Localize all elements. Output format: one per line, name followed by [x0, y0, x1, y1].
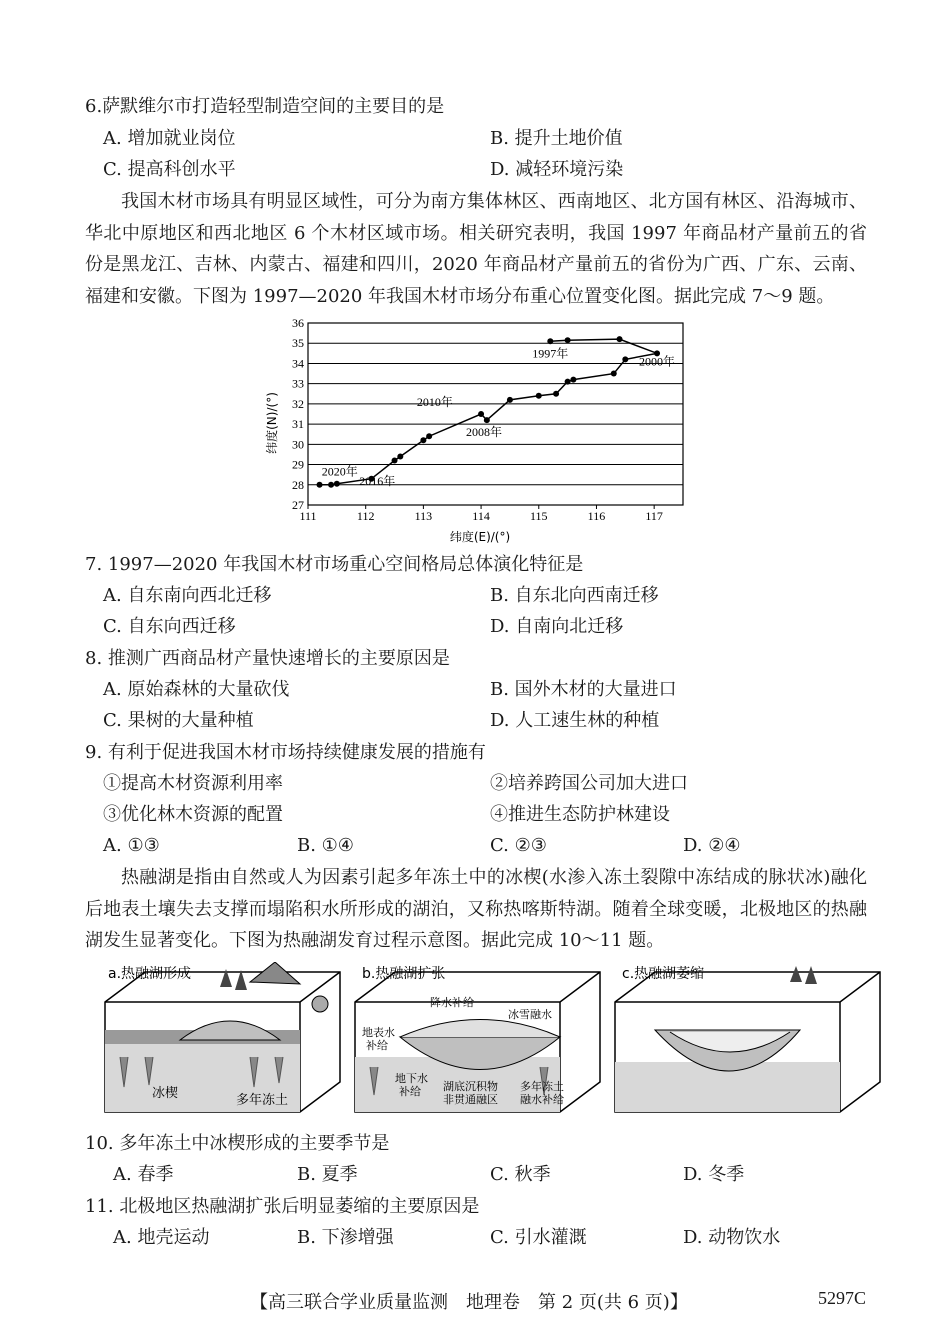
label-ground-water-2: 补给	[399, 1085, 421, 1098]
center-point-1	[565, 337, 571, 343]
q7-option-d: D. 自南向北迁移	[490, 616, 624, 637]
x-tick-label: 114	[472, 509, 490, 523]
q7-option-c: C. 自东向西迁移	[103, 616, 236, 637]
q6-option-a: A. 增加就业岗位	[103, 128, 236, 149]
center-point-7	[565, 379, 571, 385]
q11-option-b: B. 下渗增强	[297, 1227, 394, 1248]
center-point-13	[426, 433, 432, 439]
year-annotation: 2000年	[639, 354, 676, 369]
y-tick-label: 36	[292, 316, 304, 330]
center-point-10	[507, 397, 513, 403]
label-ice-wedge: 冰楔	[152, 1086, 179, 1101]
center-point-12	[478, 411, 484, 417]
q9-option-b: B. ①④	[297, 835, 354, 856]
x-tick-label: 113	[414, 509, 433, 523]
q11-option-a: A. 地壳运动	[113, 1227, 210, 1248]
y-tick-label: 29	[292, 457, 304, 472]
x-tick-label: 111	[299, 509, 317, 523]
year-annotation: 2010年	[416, 394, 453, 409]
q10-stem: 10. 多年冻土中冰楔形成的主要季节是	[85, 1133, 390, 1154]
q10-option-b: B. 夏季	[297, 1164, 358, 1185]
q10-option-a: A. 春季	[113, 1164, 174, 1185]
q9-statement-2: ②培养跨国公司加大进口	[490, 773, 688, 794]
year-annotation: 2020年	[321, 464, 358, 479]
timber-center-chart	[258, 315, 698, 545]
x-tick-label: 117	[645, 509, 663, 523]
label-sediment-2: 非贯通融区	[443, 1093, 498, 1106]
q9-option-c: C. ②③	[490, 835, 547, 856]
y-tick-label: 28	[292, 477, 304, 492]
center-point-20	[317, 482, 323, 488]
chart-ylabel: 纬度(N)/(°)	[265, 392, 279, 454]
label-permafrost-a: 多年冻土	[236, 1093, 289, 1108]
q8-option-c: C. 果树的大量种植	[103, 710, 254, 731]
y-tick-label: 32	[292, 396, 304, 411]
x-tick-label: 116	[587, 509, 606, 523]
center-point-4	[622, 356, 628, 362]
y-tick-label: 27	[292, 498, 304, 512]
center-point-14	[420, 437, 426, 443]
q9-option-d: D. ②④	[683, 835, 741, 856]
thermokarst-figure	[100, 962, 882, 1124]
center-point-0	[547, 338, 553, 344]
center-point-2	[617, 336, 623, 342]
label-thaw-2: 融水补给	[520, 1093, 564, 1106]
year-annotation: 2016年	[359, 473, 396, 488]
center-point-15	[397, 453, 403, 459]
q6-option-d: D. 减轻环境污染	[490, 159, 624, 180]
q8-stem: 8. 推测广西商品材产量快速增长的主要原因是	[85, 648, 450, 669]
label-surface-water-1: 地表水	[362, 1026, 395, 1039]
q9-statement-1: ①提高木材资源利用率	[103, 773, 283, 794]
label-surface-water-2: 补给	[366, 1039, 388, 1052]
q6-option-b: B. 提升土地价值	[490, 128, 623, 149]
q8-option-d: D. 人工速生林的种植	[490, 710, 660, 731]
q11-option-d: D. 动物饮水	[683, 1227, 781, 1248]
y-tick-label: 33	[292, 376, 304, 391]
center-point-6	[570, 377, 576, 383]
q9-option-a: A. ①③	[103, 835, 160, 856]
q8-option-a: A. 原始森林的大量砍伐	[103, 679, 290, 700]
q6-option-c: C. 提高科创水平	[103, 159, 236, 180]
label-sediment-1: 湖底沉积物	[443, 1080, 498, 1093]
center-point-16	[392, 458, 398, 464]
panel-a	[105, 962, 340, 1112]
q10-option-c: C. 秋季	[490, 1164, 551, 1185]
q11-option-c: C. 引水灌溉	[490, 1227, 587, 1248]
q6-stem: 6.萨默维尔市打造轻型制造空间的主要目的是	[85, 96, 445, 117]
panel-c-label: c.热融湖萎缩	[622, 966, 705, 982]
year-annotation: 1997年	[532, 346, 569, 361]
q10-option-d: D. 冬季	[683, 1164, 745, 1185]
panel-c	[615, 966, 880, 1112]
center-point-8	[553, 391, 559, 397]
q8-option-b: B. 国外木材的大量进口	[490, 679, 677, 700]
q7-stem: 7. 1997—2020 年我国木材市场重心空间格局总体演化特征是	[85, 554, 584, 575]
panel-b-label: b.热融湖扩张	[362, 966, 446, 982]
chart-xlabel: 纬度(E)/(°)	[449, 530, 511, 544]
page-footer: 【高三联合学业质量监测 地理卷 第 2 页(共 6 页)】	[250, 1292, 688, 1313]
chart-labels	[292, 316, 675, 523]
q9-statement-4: ④推进生态防护林建设	[490, 804, 670, 825]
paper-code: 5297C	[818, 1288, 867, 1308]
year-annotation: 2008年	[465, 425, 502, 440]
passage-timber-market: 我国木材市场具有明显区域性，可分为南方集体林区、西南地区、北方国有林区、沿海城市、华北中原地区和西北地区 6 个木材区域市场。相关研究表明，我国 1997 年商品材产量前五的省份是黑龙江、吉林、内蒙古、福建和四川，2020 年商品材产量前五的省份为广西、广东、云南、福建和安徽。下图为 1997—2020 年我国木材市场分布重心位置变化图。据此完成 7～9 题。	[85, 191, 867, 307]
label-thaw-1: 多年冻土	[520, 1080, 564, 1093]
panel-a-label: a.热融湖形成	[108, 966, 192, 982]
y-tick-label: 30	[292, 437, 304, 452]
y-tick-label: 34	[292, 356, 304, 371]
passage-thermokarst: 热融湖是指由自然或人为因素引起多年冻土中的冰楔(水渗入冻土裂隙中冻结成的脉状冰)融化后地表土壤失去支撑而塌陷积水所形成的湖泊，又称热喀斯特湖。随着全球变暖，北极地区的热融湖发生显著变化。下图为热融湖发育过程示意图。据此完成 10～11 题。	[85, 867, 867, 951]
q7-option-b: B. 自东北向西南迁移	[490, 585, 659, 606]
q9-stem: 9. 有利于促进我国木材市场持续健康发展的措施有	[85, 742, 486, 763]
center-point-9	[536, 393, 542, 399]
center-point-11	[484, 417, 490, 423]
x-tick-label: 112	[356, 509, 375, 523]
label-snowmelt: 冰雪融水	[508, 1008, 552, 1021]
y-tick-label: 31	[292, 417, 304, 432]
q9-statement-3: ③优化林木资源的配置	[103, 804, 283, 825]
center-point-5	[611, 371, 617, 377]
q11-stem: 11. 北极地区热融湖扩张后明显萎缩的主要原因是	[85, 1196, 480, 1217]
q7-option-a: A. 自东南向西北迁移	[103, 585, 272, 606]
center-track-line	[320, 339, 658, 485]
label-precip: 降水补给	[430, 996, 474, 1009]
center-point-19	[328, 482, 334, 488]
x-tick-label: 115	[529, 509, 548, 523]
center-point-18	[334, 481, 340, 487]
y-tick-label: 35	[292, 336, 304, 351]
label-ground-water-1: 地下水	[395, 1072, 428, 1085]
